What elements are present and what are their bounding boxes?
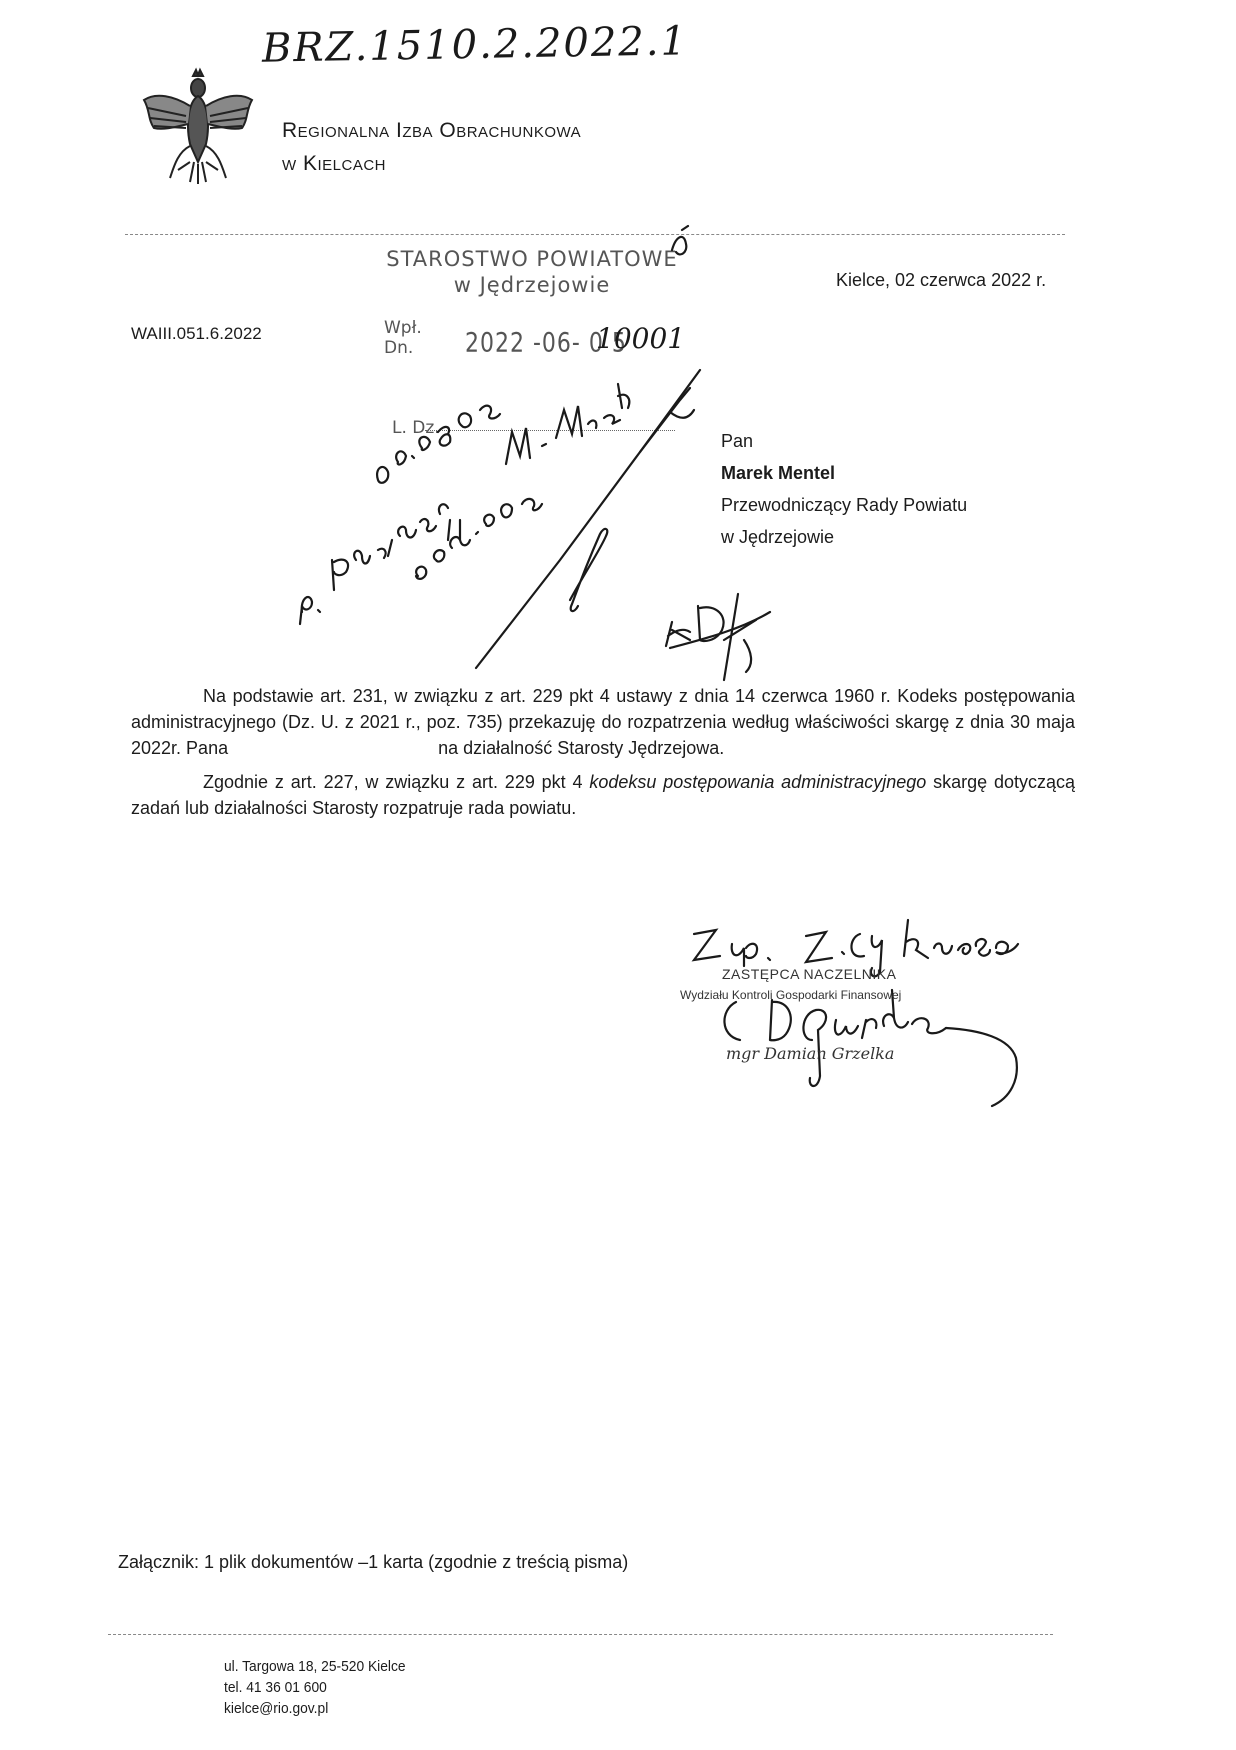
paragraph-2-part-2: skargę dotyczącą zadań lub działalności Starosty rozpatruje rada powiatu.	[131, 772, 1075, 818]
recipient-position: Przewodniczący Rady Powiatu	[721, 495, 968, 515]
letter-date: Kielce, 02 czerwca 2022 r.	[836, 270, 1047, 290]
signer-title: ZASTĘPCA NACZELNIKA	[722, 966, 897, 982]
letter-body	[131, 683, 1081, 829]
body-paragraph-2	[131, 769, 1075, 821]
recipient-location: w Jędrzejowie	[721, 527, 835, 547]
signer-department: Wydziału Kontroli Gospodarki Finansowej	[680, 988, 902, 1002]
institution-line-2: w Kielcach	[282, 152, 387, 175]
stamp-date: 2022 -06- 0 5	[465, 328, 627, 359]
footer-email: kielce@rio.gov.pl	[224, 1700, 329, 1717]
stamp-number: 10001	[596, 322, 686, 355]
footer-divider	[108, 1634, 1053, 1635]
body-paragraph-1: Na podstawie art. 231, w związku z art. 229 pkt 4 ustawy z dnia 14 czerwca 1960 r. Kodeks postępowania administracyjnego (Dz. U. z 2021 r., poz. 735) przekazuję do rozpatrzenia według właściwości skargę z dnia 30 maja 2022r. Pana na działalność Starosty Jędrzejowa.	[131, 686, 1081, 758]
recipient-salutation: Pan	[721, 431, 754, 451]
paragraph-2-part-1: Zgodnie z art. 227, w związku z art. 229 pkt 4	[203, 772, 590, 792]
institution-line-1: Regionalna Izba Obrachunkowa	[282, 119, 582, 142]
footer-contact	[224, 1656, 406, 1719]
footer-phone: tel. 41 36 01 600	[224, 1679, 327, 1696]
letter-reference: WAIII.051.6.2022	[131, 324, 262, 343]
paragraph-2-italic: kodeksu postępowania administracyjnego	[589, 772, 927, 792]
recipient-block	[721, 425, 967, 553]
stamp-office-line-2: w Jędrzejowie	[453, 273, 611, 297]
stamp-wpl-line-2: Dn.	[384, 338, 414, 358]
recipient-name: Marek Mentel	[721, 463, 836, 483]
footer-address-line: ul. Targowa 18, 25-520 Kielce	[224, 1658, 406, 1675]
stamp-ldz-label: L. Dz.	[392, 418, 440, 438]
handwritten-reference-number: BRZ.1510.2.2022.1	[261, 18, 689, 72]
attachment-note: Załącznik: 1 plik dokumentów –1 karta (zgodnie z treścią pisma)	[118, 1552, 629, 1572]
signer-name: mgr Damian Grzelka	[726, 1044, 895, 1063]
stamp-office-line-1: STAROSTWO POWIATOWE	[386, 247, 678, 271]
stamp-wpl-line-1: Wpł.	[384, 318, 422, 338]
